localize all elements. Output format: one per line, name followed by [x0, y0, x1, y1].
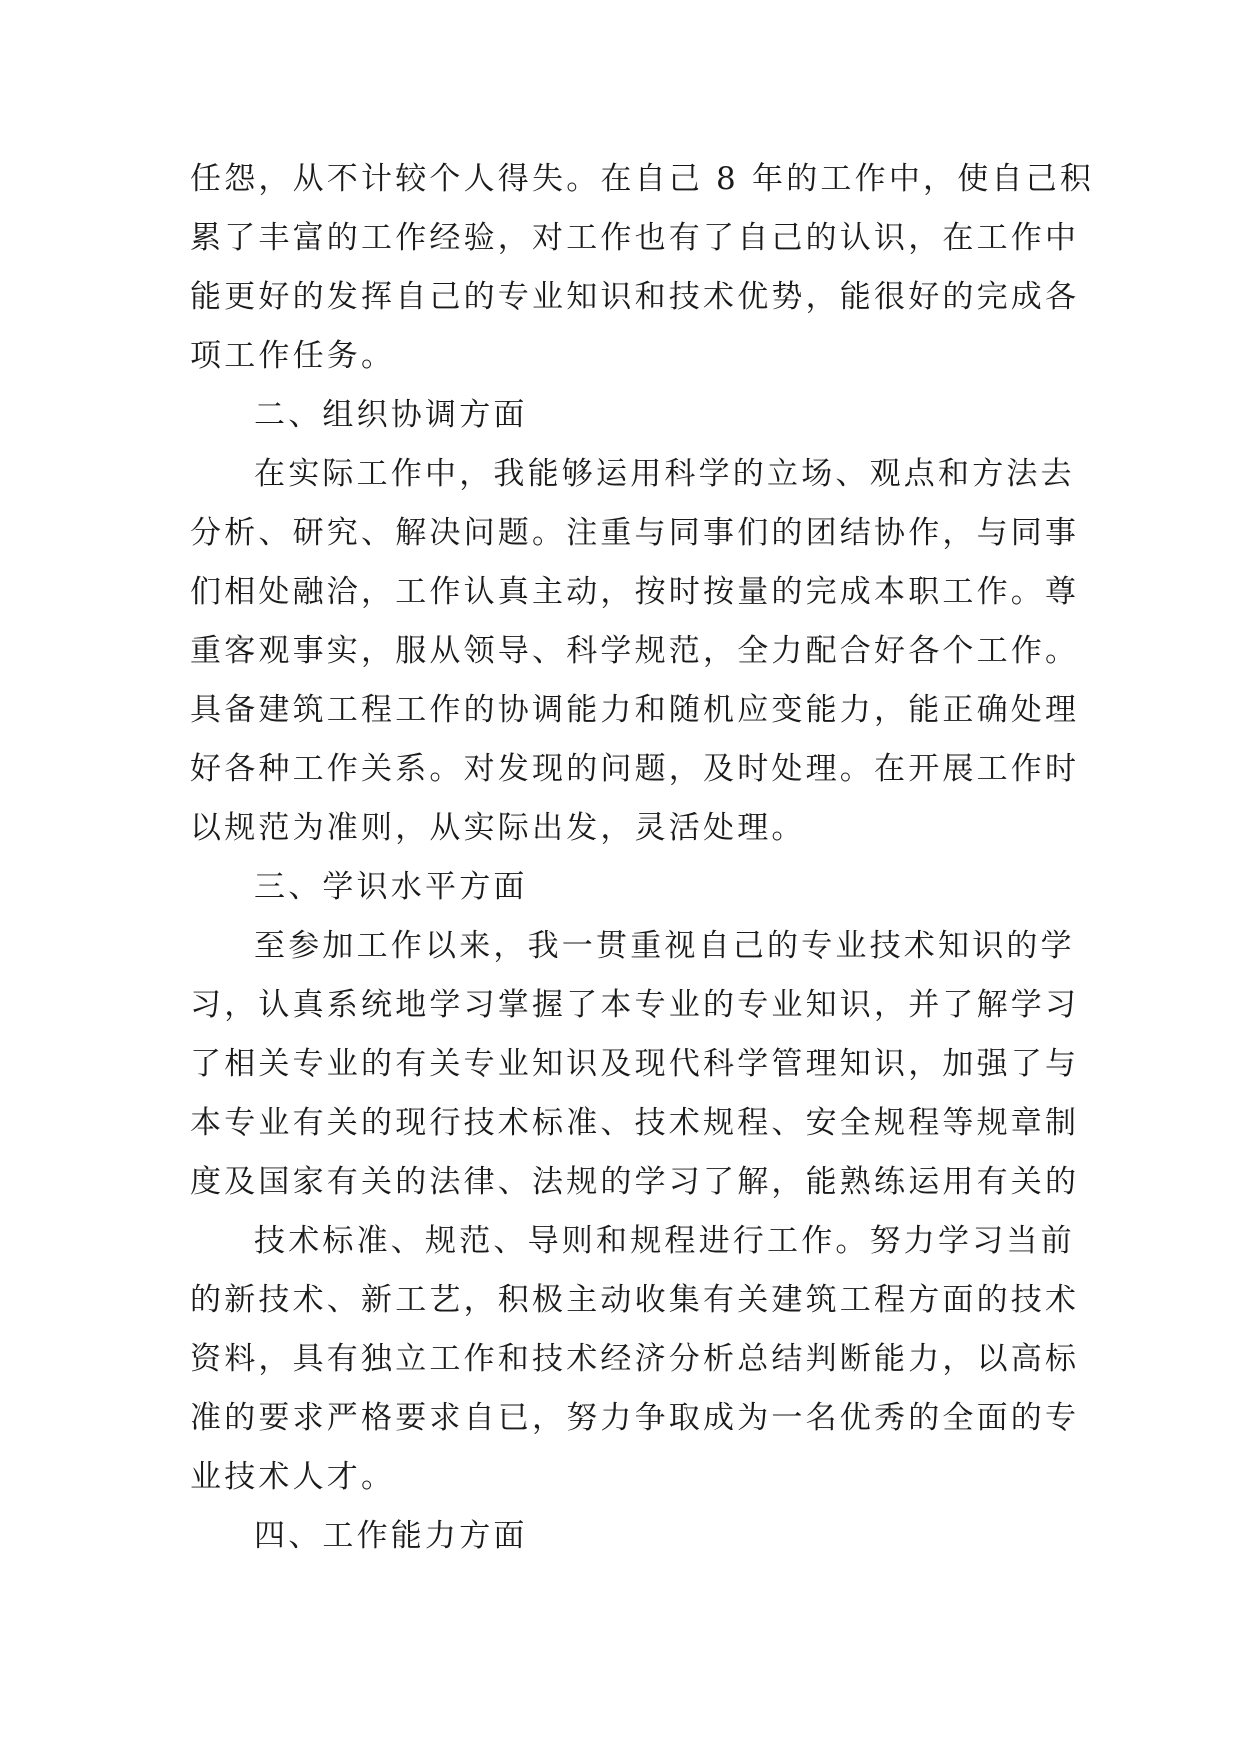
text-line: 好各种工作关系。对发现的问题，及时处理。在开展工作时 [190, 751, 1080, 787]
document-body [190, 150, 1095, 1566]
text-line: 项工作任务。 [190, 338, 396, 374]
text-line: 累了丰富的工作经验，对工作也有了自己的认识，在工作中 [190, 220, 1080, 256]
text-line: 业技术人才。 [190, 1459, 396, 1495]
text-line: 技术标准、规范、导则和规程进行工作。努力学习当前 [254, 1223, 1075, 1259]
text-line: 习，认真系统地学习掌握了本专业的专业知识，并了解学习 [190, 987, 1080, 1023]
text-line: 能更好的发挥自己的专业知识和技术优势，能很好的完成各 [190, 279, 1080, 315]
text-line: 了相关专业的有关专业知识及现代科学管理知识，加强了与 [190, 1046, 1080, 1082]
text-line: 资料，具有独立工作和技术经济分析总结判断能力，以高标 [190, 1341, 1080, 1377]
section-heading: 四、工作能力方面 [254, 1518, 528, 1554]
text-line: 任怨，从不计较个人得失。在自己 8 年的工作中，使自己积 [190, 161, 1095, 197]
section-heading: 三、学识水平方面 [254, 869, 528, 905]
text-line: 具备建筑工程工作的协调能力和随机应变能力，能正确处理 [190, 692, 1080, 728]
text-line: 重客观事实，服从领导、科学规范，全力配合好各个工作。 [190, 633, 1080, 669]
text-line: 以规范为准则，从实际出发，灵活处理。 [190, 810, 806, 846]
text-line: 准的要求严格要求自已，努力争取成为一名优秀的全面的专 [190, 1400, 1080, 1436]
text-line: 至参加工作以来，我一贯重视自己的专业技术知识的学 [254, 928, 1075, 964]
section-heading: 二、组织协调方面 [254, 397, 528, 433]
text-line: 本专业有关的现行技术标准、技术规程、安全规程等规章制 [190, 1105, 1080, 1141]
text-line: 在实际工作中，我能够运用科学的立场、观点和方法去 [254, 456, 1075, 492]
text-line: 们相处融洽，工作认真主动，按时按量的完成本职工作。尊 [190, 574, 1080, 610]
text-line: 的新技术、新工艺，积极主动收集有关建筑工程方面的技术 [190, 1282, 1080, 1318]
text-line: 分析、研究、解决问题。注重与同事们的团结协作，与同事 [190, 515, 1080, 551]
text-line: 度及国家有关的法律、法规的学习了解，能熟练运用有关的 [190, 1164, 1080, 1200]
